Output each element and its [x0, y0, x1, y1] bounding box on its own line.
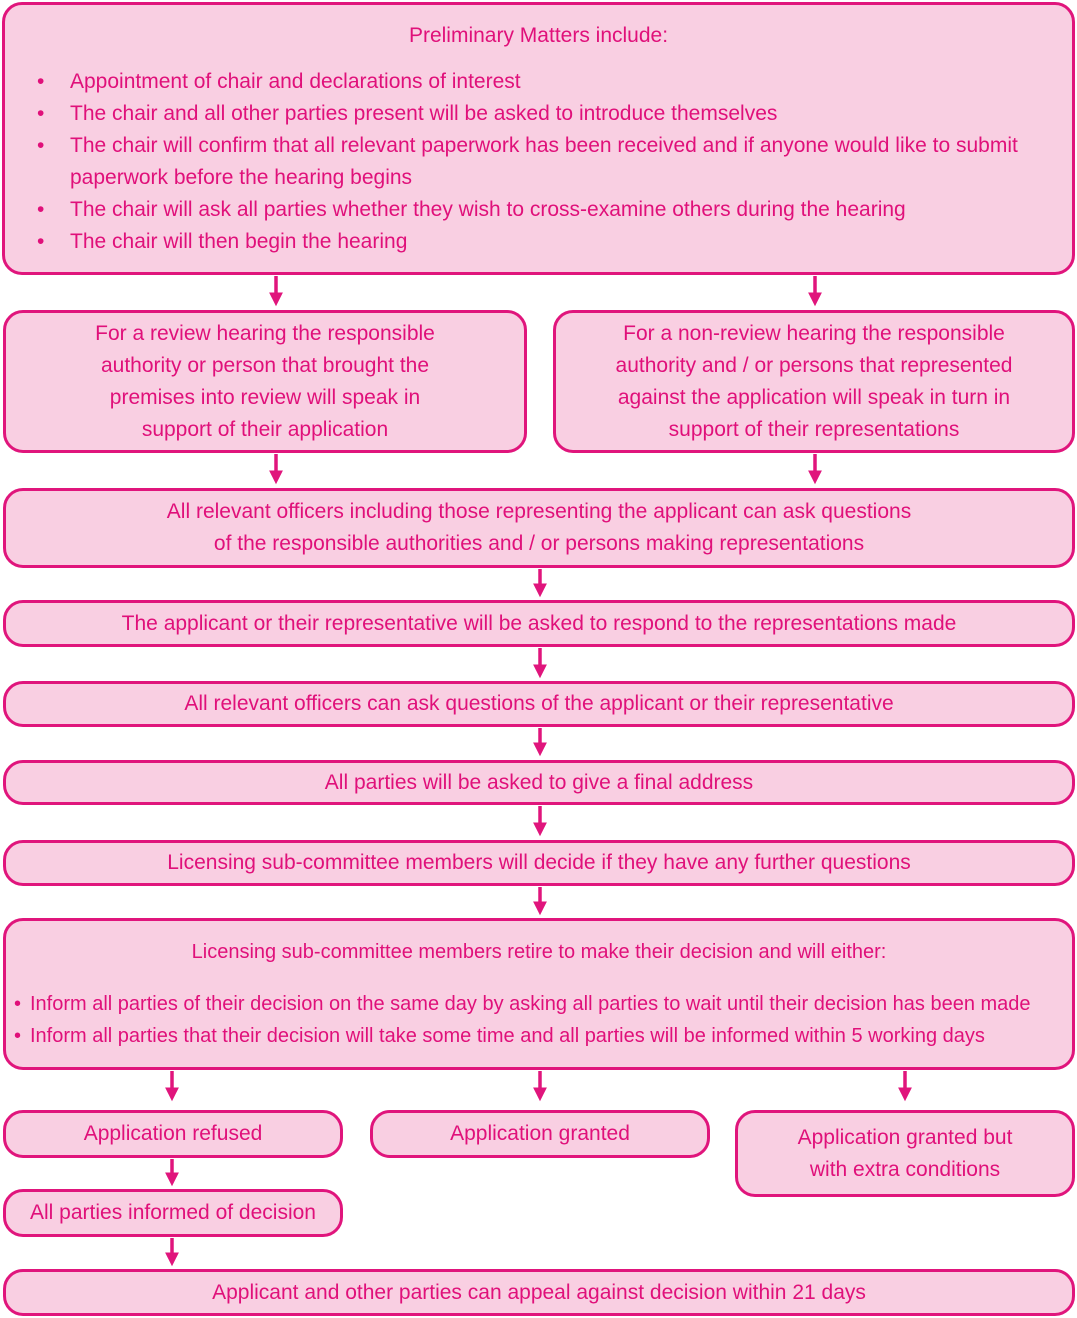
- application-granted-conditions-box: [735, 1110, 1075, 1197]
- review-hearing-box: [3, 310, 527, 453]
- decision-box: [3, 918, 1075, 1070]
- review-hearing-line: support of their application: [141, 417, 389, 441]
- applicant-response-text: The applicant or their representative will be asked to respond to the representations made: [121, 611, 957, 635]
- preliminary-item: • The chair will confirm that all relevant paperwork has been received and if anyone would like to submit paperwork before the hearing begins: [15, 130, 1062, 194]
- decision-item: • Inform all parties of their decision on the same day by asking all parties to wait until their decision has been made: [10, 988, 1068, 1020]
- officers-ask-applicant-box: [3, 681, 1075, 727]
- decision-item: • Inform all parties that their decision will take some time and all parties will be informed within 5 working days: [10, 1020, 1068, 1052]
- preliminary-matters-box: [2, 2, 1075, 275]
- granted-conditions-line: with extra conditions: [809, 1157, 1001, 1181]
- preliminary-item: • Appointment of chair and declarations of interest: [15, 66, 1062, 98]
- officers-questions-line: of the responsible authorities and / or persons making representations: [213, 532, 865, 555]
- officers-questions-line: All relevant officers including those representing the applicant can ask questions: [166, 500, 912, 523]
- granted-conditions-line: Application granted but: [797, 1125, 1013, 1149]
- preliminary-item: • The chair will then begin the hearing: [15, 226, 1062, 258]
- application-granted-box: [370, 1110, 710, 1158]
- review-hearing-line: premises into review will speak in: [109, 385, 421, 409]
- application-granted-text: Application granted: [450, 1122, 630, 1145]
- preliminary-item: • The chair will ask all parties whether they wish to cross-examine others during the hearing: [15, 194, 1062, 226]
- decision-heading: Licensing sub-committee members retire to make their decision and will either:: [191, 941, 887, 963]
- non-review-hearing-line: authority and / or persons that represented: [615, 353, 1013, 377]
- appeal-box: [3, 1269, 1075, 1316]
- non-review-hearing-box: [553, 310, 1075, 453]
- officers-ask-applicant-text: All relevant officers can ask questions of the applicant or their representative: [184, 692, 894, 715]
- decision-list: [10, 988, 1068, 1052]
- officers-questions-box: [3, 488, 1075, 568]
- non-review-hearing-line: against the application will speak in turn in: [617, 385, 1011, 409]
- application-refused-text: Application refused: [83, 1122, 263, 1145]
- further-questions-text: Licensing sub-committee members will decide if they have any further questions: [167, 851, 911, 874]
- further-questions-box: [3, 840, 1075, 886]
- final-address-text: All parties will be asked to give a final address: [324, 770, 754, 794]
- preliminary-heading: Preliminary Matters include:: [408, 23, 669, 47]
- parties-informed-box: [3, 1189, 343, 1237]
- applicant-response-box: [3, 600, 1075, 647]
- preliminary-item: • The chair and all other parties present will be asked to introduce themselves: [15, 98, 1062, 130]
- preliminary-list: [15, 66, 1062, 258]
- review-hearing-line: For a review hearing the responsible: [95, 321, 435, 345]
- application-refused-box: [3, 1110, 343, 1158]
- non-review-hearing-line: support of their representations: [668, 417, 960, 441]
- final-address-box: [3, 760, 1075, 805]
- review-hearing-line: authority or person that brought the: [100, 353, 430, 377]
- non-review-hearing-line: For a non-review hearing the responsible: [623, 321, 1005, 345]
- appeal-text: Applicant and other parties can appeal against decision within 21 days: [212, 1280, 866, 1304]
- parties-informed-text: All parties informed of decision: [30, 1201, 316, 1224]
